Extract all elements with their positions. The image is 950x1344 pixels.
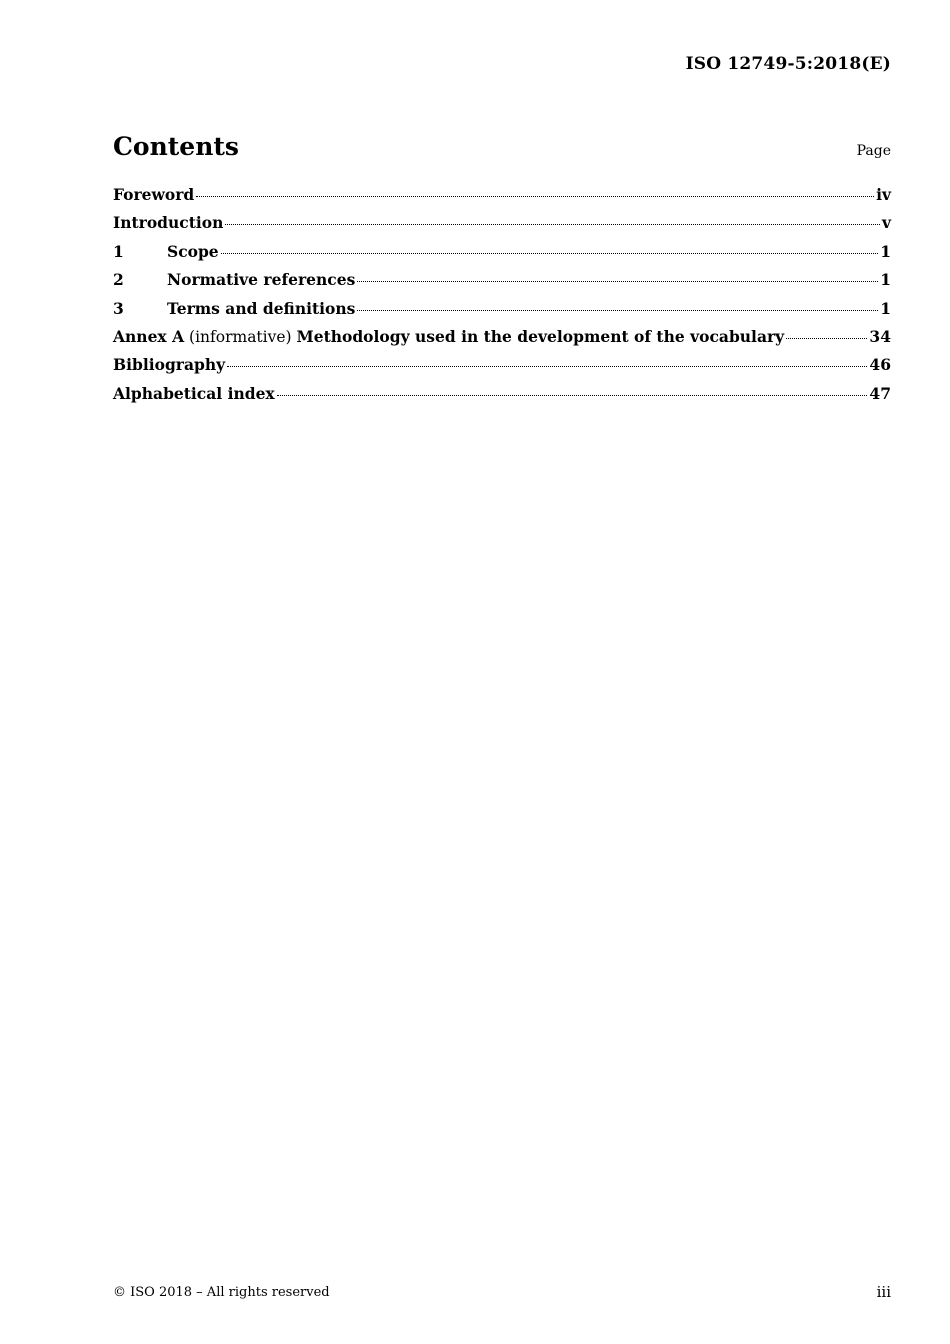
toc-entry-number: 3 [113,298,124,318]
toc-entry-title[interactable]: Methodology used in the development of the vocabulary [296,326,785,346]
dot-leader [277,395,868,396]
toc-entry-number: 1 [113,241,124,261]
document-id: ISO 12749-5:2018(E) [685,54,891,74]
toc-entry-title[interactable]: Introduction [113,213,224,233]
toc-entry-terms-and-definitions[interactable] [113,299,891,327]
toc-entry-page[interactable]: 1 [880,298,891,318]
toc-entry-normative-references[interactable] [113,270,891,298]
dot-leader [786,338,867,339]
toc-entry-title[interactable]: Scope [167,241,219,261]
dot-leader [196,196,874,197]
toc-entry-alphabetical-index[interactable] [113,384,891,412]
copyright-notice: © ISO 2018 – All rights reserved [113,1285,330,1300]
page-number: iii [876,1283,891,1301]
toc-entry-scope[interactable] [113,242,891,270]
toc-entry-title[interactable]: Normative references [167,270,356,290]
toc-entry-foreword[interactable] [113,185,891,213]
toc-entry-title[interactable]: Foreword [113,185,195,204]
toc-entry-title[interactable]: Bibliography [113,355,226,375]
toc-entry-title[interactable]: Terms and definitions [167,298,356,318]
page-column-label: Page [856,143,891,159]
dot-leader [357,310,878,311]
toc-annex-prefix[interactable]: Annex A [113,326,185,346]
table-of-contents [113,185,891,412]
contents-header [113,132,891,161]
toc-entry-bibliography[interactable] [113,355,891,383]
dot-leader [225,224,880,225]
toc-entry-page[interactable]: 47 [869,383,891,403]
toc-entry-title[interactable]: Alphabetical index [113,383,275,403]
toc-entry-introduction[interactable] [113,213,891,241]
dot-leader [357,281,878,282]
dot-leader [227,366,867,367]
toc-entry-annex-a[interactable] [113,327,891,355]
toc-entry-page[interactable]: 46 [869,355,891,375]
toc-entry-page[interactable]: v [881,213,891,233]
toc-annex-note: (informative) [189,327,292,346]
toc-entry-page[interactable]: 1 [880,241,891,261]
toc-entry-page[interactable]: iv [876,185,891,204]
toc-entry-number: 2 [113,270,124,290]
contents-title: Contents [113,132,240,161]
dot-leader [221,253,879,254]
toc-entry-page[interactable]: 34 [869,326,891,346]
toc-entry-page[interactable]: 1 [880,270,891,290]
